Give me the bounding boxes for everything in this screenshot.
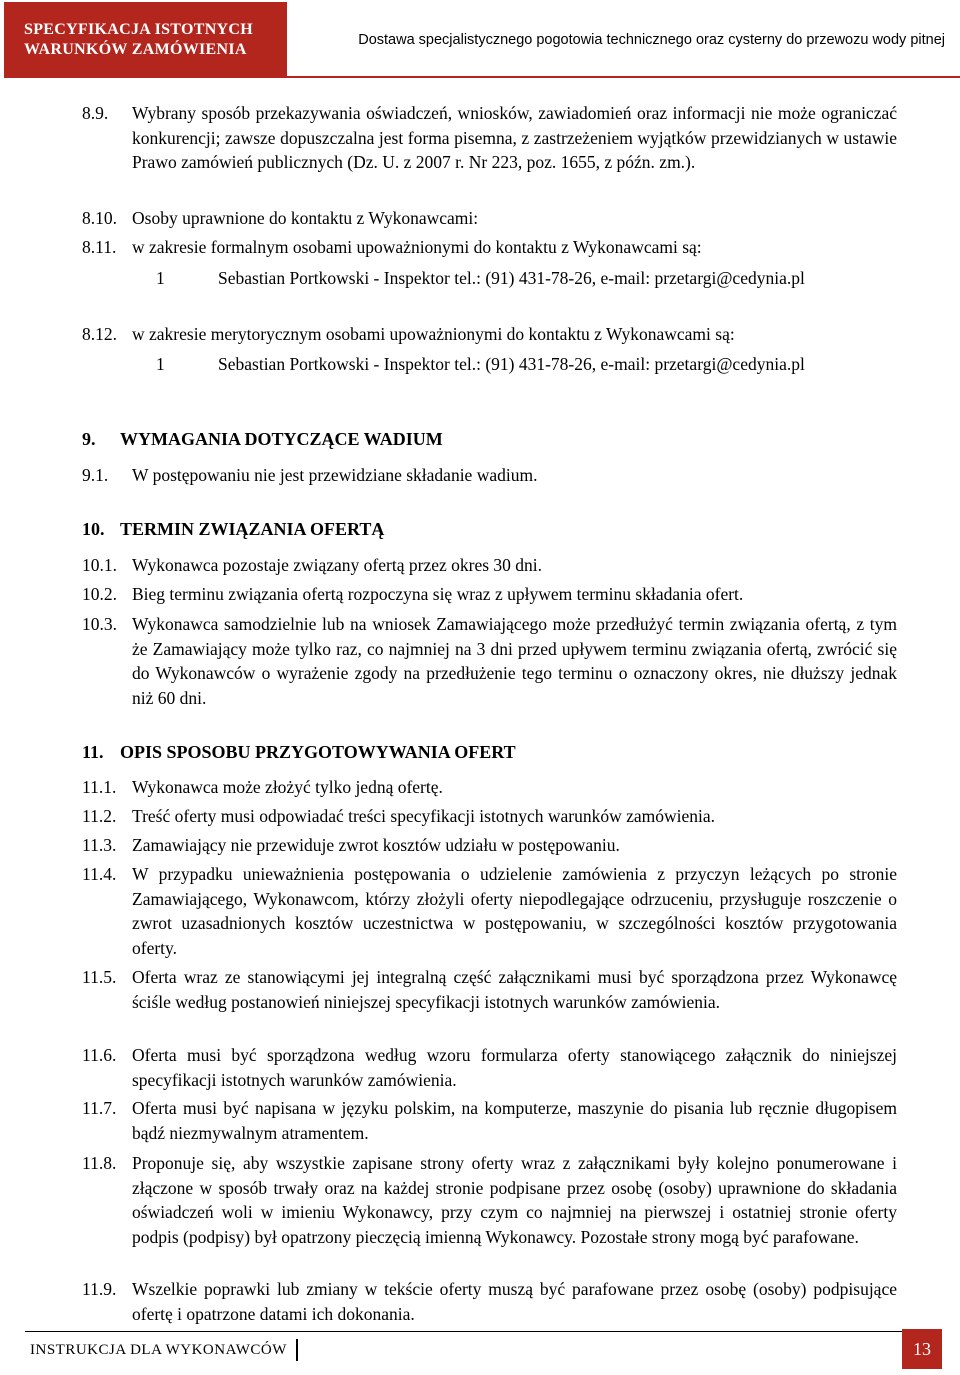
footer-label: INSTRUKCJA DLA WYKONAWCÓW [30, 1342, 287, 1358]
footer-separator [296, 1339, 298, 1361]
item-text: Wszelkie poprawki lub zmiany w tekście oferty muszą być parafowane przez osobę (osoby) podpisujące ofertę i opatrzone datami ich dokonania. [132, 1279, 897, 1324]
header-badge [4, 2, 287, 78]
item-number: 11.3. [82, 835, 117, 855]
header-badge-line2: WARUNKÓW ZAMÓWIENIA [24, 41, 247, 58]
contact-text: Sebastian Portkowski - Inspektor tel.: (91) 431-78-26, e-mail: przetargi@cedynia.pl [218, 354, 805, 374]
item-number: 11.5. [82, 967, 117, 987]
item-number: 10.3. [82, 614, 117, 634]
item-text: Zamawiający nie przewiduje zwrot kosztów udziału w postępowaniu. [132, 835, 620, 855]
section-heading-11 [82, 740, 516, 764]
item-text: Wybrany sposób przekazywania oświadczeń, wniosków, zawiadomień oraz informacji nie może ograniczać konkurencji; zawsze dopuszczalna jest forma pisemna, z zastrzeżeniem wyjątków przewidzianych w ustawie Prawo zamówień publicznych (Dz. U. z 2007 r. Nr 223, poz. 1655, z późn. zm.). [132, 103, 897, 173]
heading-number: 10. [82, 519, 105, 539]
item-text: Wykonawca samodzielnie lub na wniosek Zamawiającego może przedłużyć termin związania ofertą, z tym że Zamawiający może tylko raz, co najmniej na 3 dni przed upływem terminu związania ofertą, zwrócić się do Wykonawców o wyrażenie zgody na przedłużenie tego terminu o oznaczony okres, nie dłuższy jednak niż 60 dni. [132, 614, 897, 708]
contact-number: 1 [156, 354, 165, 374]
section-heading-9 [82, 427, 443, 451]
item-text: Oferta musi być sporządzona według wzoru formularza oferty stanowiącego załącznik do niniejszej specyfikacji istotnych warunków zamówienia. [132, 1045, 897, 1090]
item-number: 11.6. [82, 1045, 117, 1065]
item-number: 11.2. [82, 806, 117, 826]
item-number: 8.11. [82, 237, 117, 257]
heading-text: OPIS SPOSOBU PRZYGOTOWYWANIA OFERT [120, 742, 516, 762]
heading-text: TERMIN ZWIĄZANIA OFERTĄ [120, 519, 385, 539]
header-divider [287, 76, 960, 78]
header-title: Dostawa specjalistycznego pogotowia technicznego oraz cysterny do przewozu wody pitnej [358, 32, 945, 48]
item-number: 11.8. [82, 1153, 117, 1173]
item-number: 8.12. [82, 324, 117, 344]
item-text: Oferta wraz ze stanowiącymi jej integralną część załącznikami musi być sporządzona przez Wykonawcę ściśle według postanowień niniejszej specyfikacji istotnych warunków zamówienia. [132, 967, 897, 1012]
section-heading-10 [82, 517, 384, 541]
item-text: W przypadku unieważnienia postępowania o udzielenie zamówienia z przyczyn leżących po stronie Zamawiającego, Wykonawcom, którzy złożyli oferty niepodlegające odrzuceniu, przysługuje roszczenie o zwrot uzasadnionych kosztów uczestnictwa w postępowaniu, w szczególności kosztów przygotowania oferty. [132, 864, 897, 958]
item-number: 11.9. [82, 1279, 117, 1299]
contact-text: Sebastian Portkowski - Inspektor tel.: (91) 431-78-26, e-mail: przetargi@cedynia.pl [218, 268, 805, 288]
item-number: 11.1. [82, 777, 117, 797]
item-number: 11.7. [82, 1098, 117, 1118]
page-footer [0, 1326, 960, 1375]
page-number: 13 [902, 1329, 942, 1369]
item-text: Wykonawca może złożyć tylko jedną ofertę. [132, 777, 443, 797]
item-text: W postępowaniu nie jest przewidziane składanie wadium. [132, 465, 538, 485]
item-text: w zakresie merytorycznym osobami upoważnionymi do kontaktu z Wykonawcami są: [132, 324, 735, 344]
heading-number: 11. [82, 742, 104, 762]
item-text: w zakresie formalnym osobami upoważnionymi do kontaktu z Wykonawcami są: [132, 237, 702, 257]
item-text: Wykonawca pozostaje związany ofertą przez okres 30 dni. [132, 555, 543, 575]
item-number: 9.1. [82, 465, 109, 485]
item-text: Bieg terminu związania ofertą rozpoczyna się wraz z upływem terminu składania ofert. [132, 584, 744, 604]
page-header [0, 0, 960, 80]
contact-number: 1 [156, 268, 165, 288]
item-number: 10.1. [82, 555, 117, 575]
item-number: 10.2. [82, 584, 117, 604]
item-number: 11.4. [82, 864, 117, 884]
item-number: 8.10. [82, 208, 117, 228]
item-number: 8.9. [82, 103, 109, 123]
item-text: Treść oferty musi odpowiadać treści specyfikacji istotnych warunków zamówienia. [132, 806, 716, 826]
header-badge-line1: SPECYFIKACJA ISTOTNYCH [24, 21, 254, 38]
heading-text: WYMAGANIA DOTYCZĄCE WADIUM [120, 429, 443, 449]
item-text: Proponuje się, aby wszystkie zapisane strony oferty wraz z załącznikami były kolejno ponumerowane i złączone w sposób trwały oraz na każdej stronie podpisane przez osobę (osoby) uprawnione do składania oświadczeń woli w imieniu Wykonawcy, przy czym co najmniej na pierwszej i ostatniej stronie oferty podpis (podpisy) był opatrzony pieczęcią imienną Wykonawcy. Pozostałe strony mogą być parafowane. [132, 1153, 897, 1247]
heading-number: 9. [82, 429, 96, 449]
item-text: Osoby uprawnione do kontaktu z Wykonawcami: [132, 208, 479, 228]
footer-divider [25, 1331, 902, 1332]
item-text: Oferta musi być napisana w języku polskim, na komputerze, maszynie do pisania lub ręcznie długopisem bądź niezmywalnym atramentem. [132, 1098, 897, 1143]
